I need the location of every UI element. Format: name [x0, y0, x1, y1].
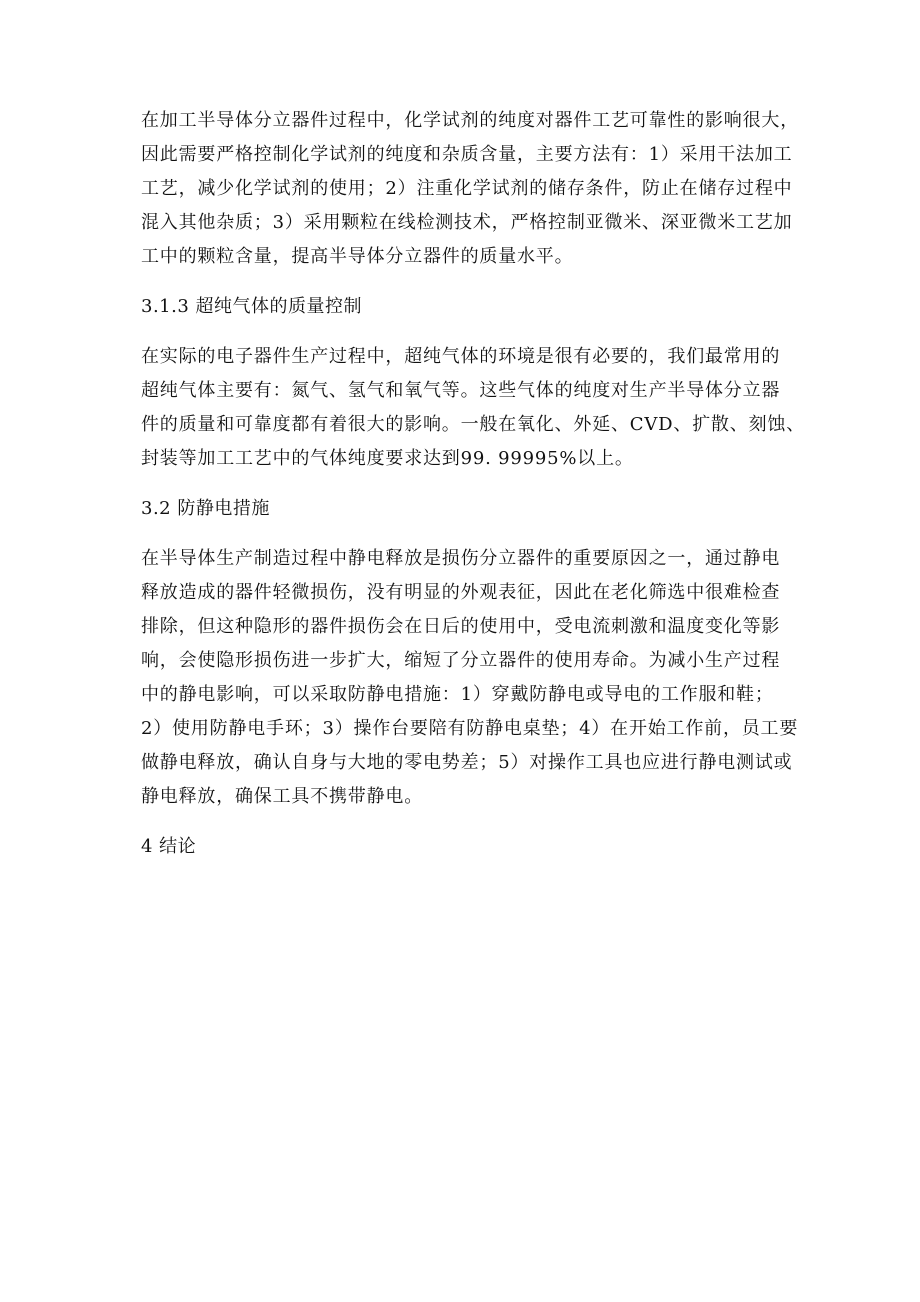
paragraph-antistatic [141, 542, 799, 814]
text-line: 做静电释放，确认自身与大地的零电势差；5）对操作工具也应进行静电测试或 [141, 752, 793, 773]
section-heading-3-1-3: 3.1.3 超纯气体的质量控制 [141, 296, 363, 317]
text-line: 混入其他杂质；3）采用颗粒在线检测技术，严格控制亚微米、深亚微米工艺加 [141, 212, 793, 233]
text-line: 2）使用防静电手环；3）操作台要陪有防静电桌垫；4）在开始工作前，员工要 [141, 718, 799, 739]
text-line: 在半导体生产制造过程中静电释放是损伤分立器件的重要原因之一，通过静电 [141, 548, 781, 569]
document-body [141, 104, 805, 864]
text-line: 工中的颗粒含量，提高半导体分立器件的质量水平。 [141, 246, 574, 267]
text-line: 在实际的电子器件生产过程中，超纯气体的环境是很有必要的，我们最常用的 [141, 346, 781, 367]
text-line: 排除，但这种隐形的器件损伤会在日后的使用中，受电流刺激和温度变化等影 [141, 616, 781, 637]
text-line: 释放造成的器件轻微损伤，没有明显的外观表征，因此在老化筛选中很难检查 [141, 582, 781, 603]
section-heading-4: 4 结论 [141, 836, 197, 857]
text-line: 封装等加工工艺中的气体纯度要求达到99. 99995%以上。 [141, 448, 634, 469]
text-line: 工艺，减少化学试剂的使用；2）注重化学试剂的储存条件，防止在储存过程中 [141, 178, 793, 199]
paragraph-chemical-reagents [141, 104, 799, 274]
text-line: 因此需要严格控制化学试剂的纯度和杂质含量，主要方法有：1）采用干法加工 [141, 144, 793, 165]
text-line: 超纯气体主要有：氮气、氢气和氧气等。这些气体的纯度对生产半导体分立器 [141, 380, 781, 401]
text-line: 在加工半导体分立器件过程中，化学试剂的纯度对器件工艺可靠性的影响很大， [141, 110, 799, 131]
text-line: 响，会使隐形损伤进一步扩大，缩短了分立器件的使用寿命。为减小生产过程 [141, 650, 781, 671]
section-heading-3-2: 3.2 防静电措施 [141, 498, 270, 519]
text-line: 静电释放，确保工具不携带静电。 [141, 786, 423, 807]
text-line: 中的静电影响，可以采取防静电措施：1）穿戴防静电或导电的工作服和鞋； [141, 684, 774, 705]
text-line: 件的质量和可靠度都有着很大的影响。一般在氧化、外延、CVD、扩散、刻蚀、 [141, 414, 805, 435]
paragraph-ultrapure-gas [141, 340, 805, 476]
